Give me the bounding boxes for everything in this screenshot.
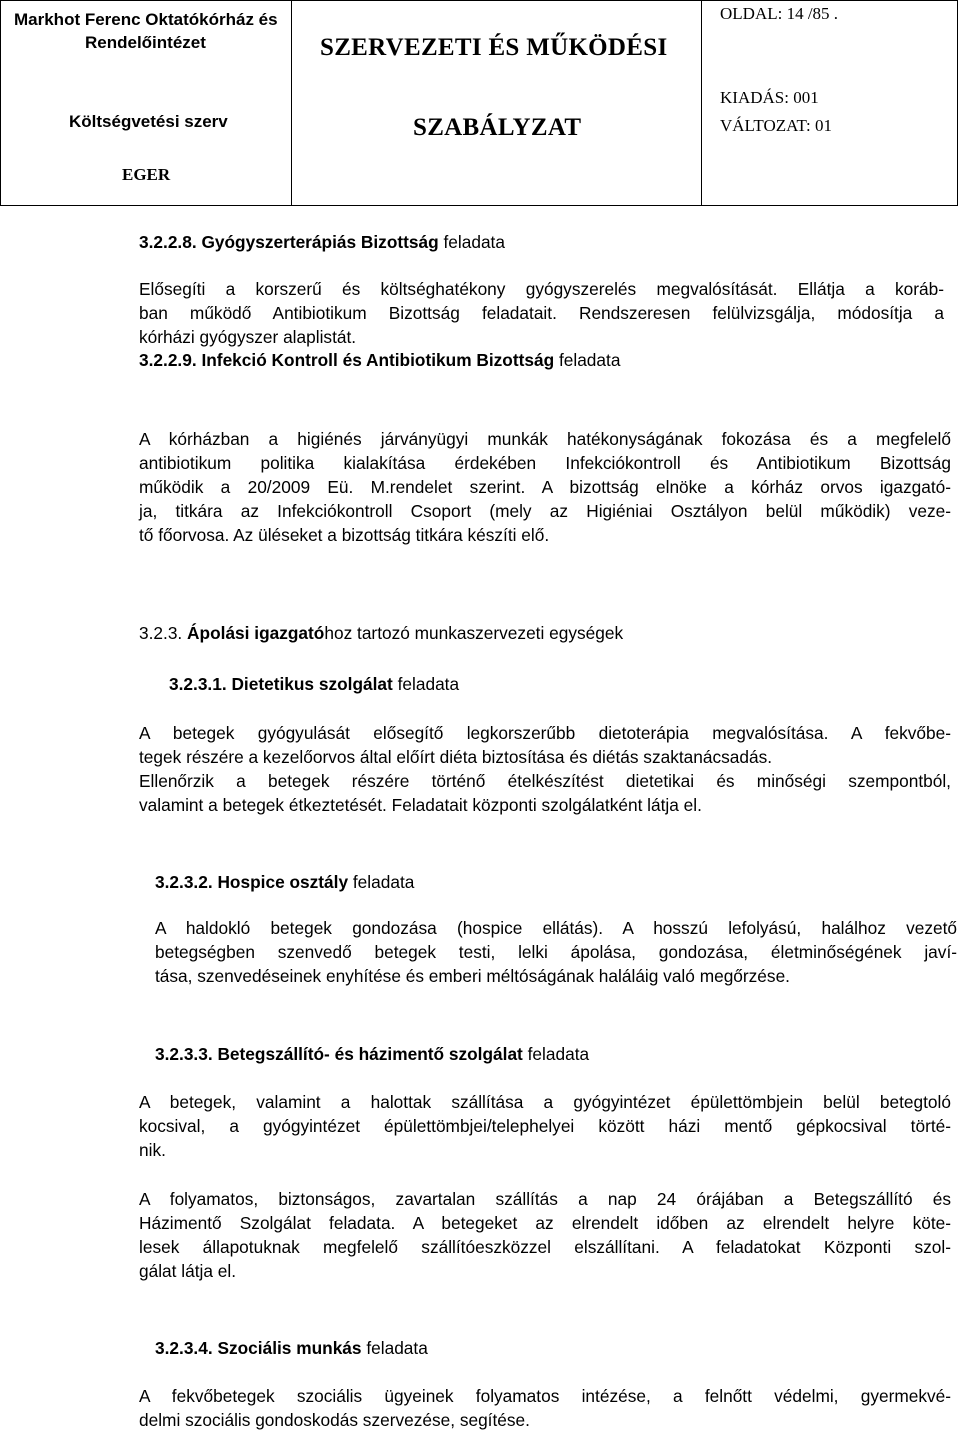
para-line: kórházi gyógyszer alaplistát.: [139, 327, 357, 347]
para-line: tő főorvosa. Az üléseket a bizottság titkára készíti elő.: [139, 525, 550, 545]
section-heading-3228: [139, 231, 505, 254]
para-line: gálat látja el.: [139, 1261, 237, 1281]
heading-bold: Ápolási igazgató: [187, 623, 325, 643]
para-line: Ellenőrzik a betegek részére történő ételkészítést dietetikai és minőségi szempontból,: [139, 771, 951, 791]
para-line: tegek részére a kezelőorvos által előírt diéta biztosítása és diétás szaktanácsadás.: [139, 747, 773, 767]
heading-bold: 3.2.3.2. Hospice osztály: [155, 872, 349, 892]
para-line: A fekvőbetegek szociális ügyeinek folyamatos intézése, a felnőtt védelmi, gyermekvé-: [139, 1386, 951, 1406]
para-line: A betegek, valamint a halottak szállítása a gyógyintézet épülettömbjein belül betegtoló: [139, 1092, 951, 1112]
section-heading-3233: [155, 1043, 589, 1066]
page-number: OLDAL: 14 /85 .: [720, 4, 839, 23]
institution-name-line2: Rendelőintézet: [85, 33, 206, 52]
heading-bold: 3.2.3.3. Betegszállító- és házimentő szolgálat: [155, 1044, 523, 1064]
institution-city: EGER: [122, 165, 171, 184]
heading-rest: feladata: [554, 350, 621, 370]
para-line: ja, titkára az Infekciókontroll Csoport (mely az Higiéniai Osztályon belül működik) veze-: [139, 501, 951, 521]
heading-rest: feladata: [348, 872, 415, 892]
para-line: nik.: [139, 1140, 166, 1160]
section-heading-3229: [139, 349, 620, 372]
heading-bold: 3.2.2.8. Gyógyszerterápiás Bizottság: [139, 232, 439, 252]
heading-rest: feladata: [361, 1338, 428, 1358]
para-line: tása, szenvedéseinek enyhítése és emberi méltóságának haláláig való megőrzése.: [155, 966, 790, 986]
para-line: A kórházban a higiénés járványügyi munkák hatékonyságának fokozása és a megfelelő: [139, 429, 951, 449]
heading-rest: feladata: [392, 674, 460, 694]
version-number: VÁLTOZAT: 01: [720, 116, 833, 135]
para-line: működik a 20/2009 Eü. M.rendelet szerint. A bizottság elnöke a kórház orvos igazgató-: [139, 477, 951, 497]
para-line: kocsival, a gyógyintézet épülettömbjei/telephelyei között házi mentő gépkocsival törté-: [139, 1116, 951, 1136]
section-heading-3231: [169, 673, 459, 696]
para-line: valamint a betegek étkeztetését. Feladatait központi szolgálatként látja el.: [139, 795, 702, 815]
institution-type: Költségvetési szerv: [69, 112, 228, 131]
issue-number: KIADÁS: 001: [720, 88, 819, 107]
section-heading-3232: [155, 871, 414, 894]
para-line: betegségben szenvedő betegek testi, lelki ápolása, gondozása, életminőségének javí-: [155, 942, 957, 962]
para-line: antibiotikum politika kialakítása érdekében Infekciókontroll és Antibiotikum Bizottság: [139, 453, 951, 473]
heading-bold: 3.2.2.9. Infekció Kontroll és Antibiotikum Bizottság: [139, 350, 555, 370]
heading-number: 3.2.3.: [139, 623, 188, 643]
para-line: Házimentő Szolgálat feladata. A betegeket az elrendelt időben az elrendelt helyre köte-: [139, 1213, 951, 1233]
heading-rest: feladata: [438, 232, 505, 252]
document-title-line2: SZABÁLYZAT: [413, 114, 582, 141]
section-heading-3234: [155, 1337, 428, 1360]
heading-bold: 3.2.3.4. Szociális munkás: [155, 1338, 362, 1358]
heading-rest: feladata: [522, 1044, 590, 1064]
section-heading-323: [139, 622, 623, 645]
heading-rest: hoz tartozó munkaszervezeti egységek: [324, 623, 624, 643]
para-line: lesek állapotuknak megfelelő szállítóeszközzel elszállítani. A feladatokat Központi szol-: [139, 1237, 951, 1257]
para-line: A folyamatos, biztonságos, zavartalan szállítás a nap 24 órájában a Betegszállító és: [139, 1189, 951, 1209]
document-title-line1: SZERVEZETI ÉS MŰKÖDÉSI: [320, 34, 668, 61]
para-line: Elősegíti a korszerű és költséghatékony gyógyszerelés megvalósítását. Ellátja a koráb-: [139, 279, 944, 299]
para-line: ban működő Antibiotikum Bizottság feladatait. Rendszeresen felülvizsgálja, módosítja a: [139, 303, 944, 323]
para-line: A haldokló betegek gondozása (hospice ellátás). A hosszú lefolyású, halálhoz vezető: [155, 918, 957, 938]
para-line: A betegek gyógyulását elősegítő legkorszerűbb dietoterápia megvalósítása. A fekvőbe-: [139, 723, 951, 743]
institution-name-line1: Markhot Ferenc Oktatókórház és: [14, 10, 278, 29]
heading-bold: 3.2.3.1. Dietetikus szolgálat: [169, 674, 393, 694]
para-line: delmi szociális gondoskodás szervezése, segítése.: [139, 1410, 530, 1430]
